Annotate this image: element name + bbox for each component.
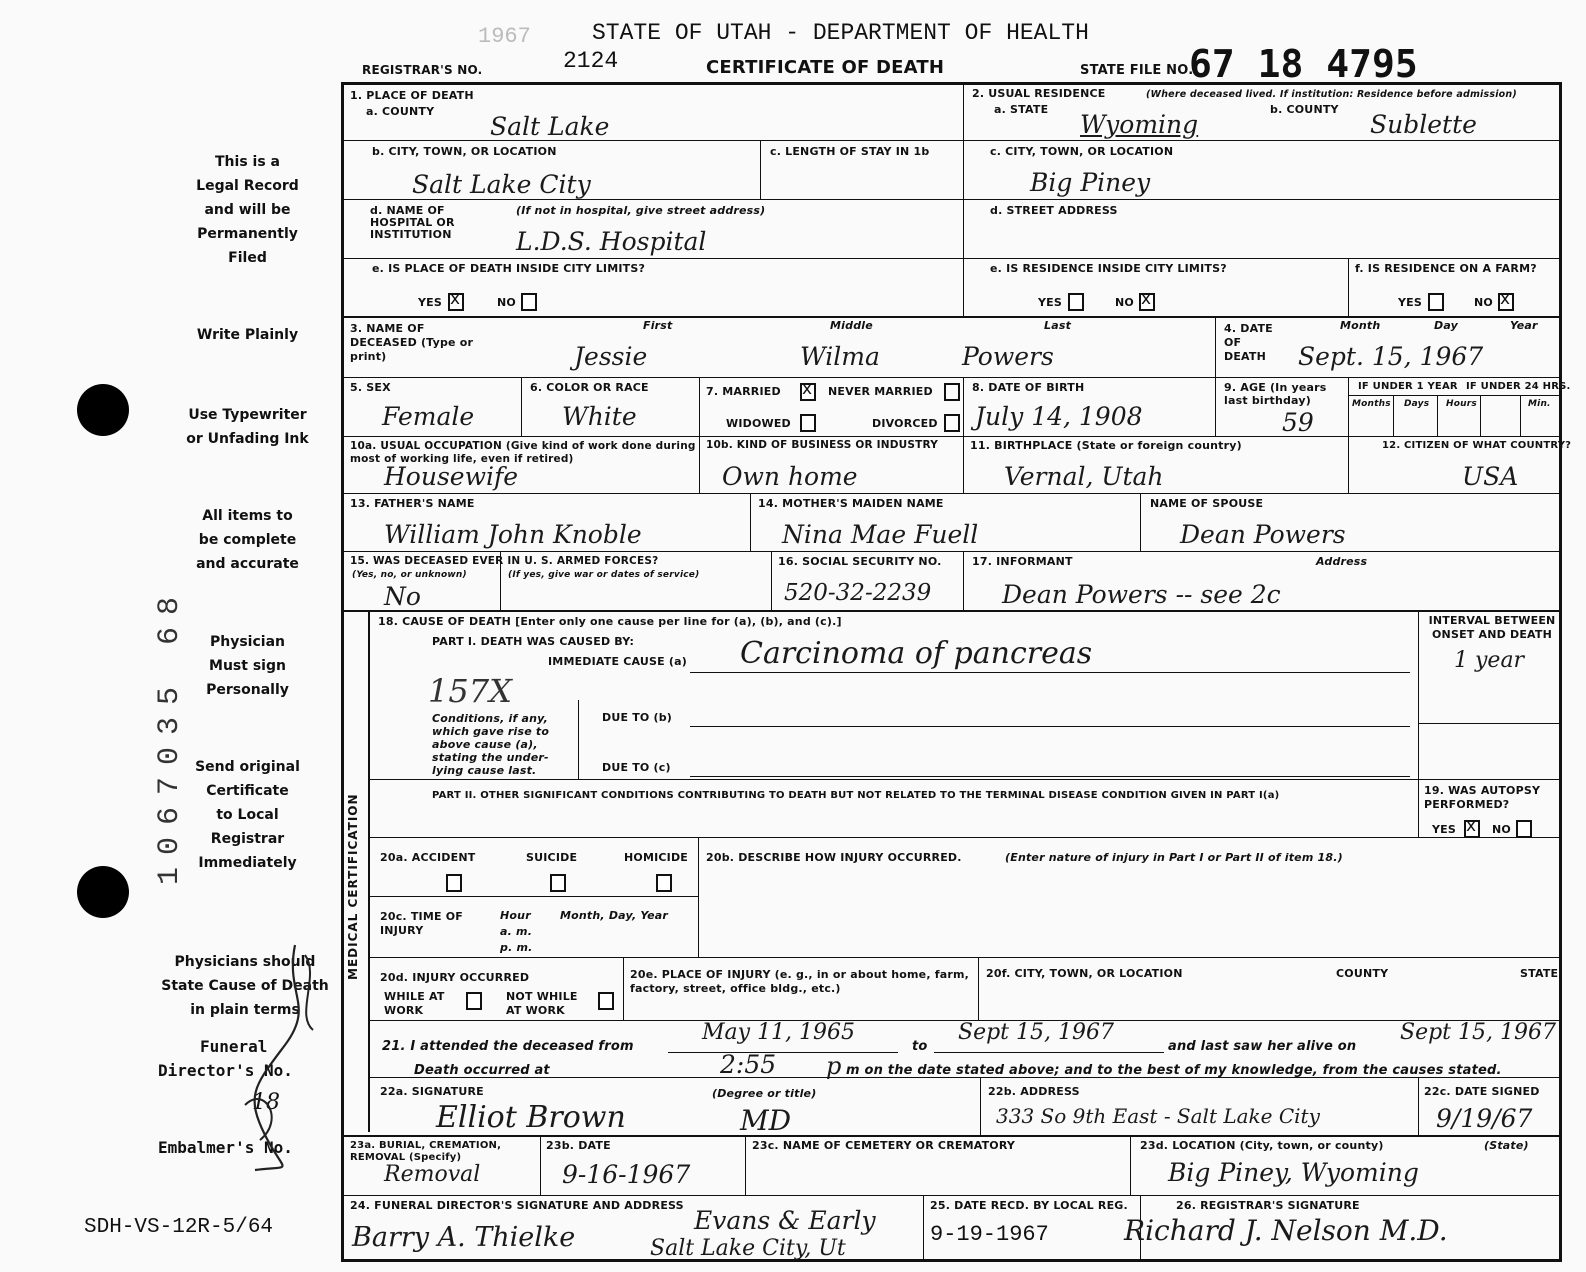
item-19-label: 19. WAS AUTOPSY PERFORMED? bbox=[1424, 784, 1541, 811]
degree-label: (Degree or title) bbox=[712, 1087, 817, 1100]
item-3-label: 3. NAME OF DECEASED (Type or print) bbox=[350, 322, 474, 363]
rule bbox=[540, 1135, 541, 1195]
armed-forces: No bbox=[384, 582, 421, 611]
race: White bbox=[562, 402, 637, 431]
state-label: STATE bbox=[1520, 967, 1559, 980]
item-24-label: 24. FUNERAL DIRECTOR'S SIGNATURE AND ADDRESS bbox=[350, 1199, 684, 1212]
item-8-label: 8. DATE OF BIRTH bbox=[972, 381, 1085, 394]
hour-label: Hour bbox=[500, 909, 531, 922]
item-18-label: 18. CAUSE OF DEATH [Enter only one cause per line for (a), (b), and (c).] bbox=[378, 615, 842, 628]
rule bbox=[963, 377, 964, 493]
due-to-b-label: DUE TO (b) bbox=[602, 711, 673, 724]
county-label: COUNTY bbox=[1336, 967, 1389, 980]
days-label: Days bbox=[1404, 399, 1430, 409]
never-married-label: NEVER MARRIED bbox=[828, 385, 933, 398]
spouse-name: Dean Powers bbox=[1180, 520, 1346, 549]
item-20c-label: 20c. TIME OF INJURY bbox=[380, 910, 463, 937]
side-funeral-director: Funeral Director's No. bbox=[158, 1037, 293, 1080]
item-25-label: 25. DATE RECD. BY LOCAL REG. bbox=[930, 1199, 1128, 1212]
rule bbox=[745, 1135, 746, 1195]
no-label: NO bbox=[1492, 823, 1511, 836]
side-all-items: All items to be complete and accurate bbox=[196, 508, 299, 572]
item-7-married-label: 7. MARRIED bbox=[706, 385, 781, 398]
item-23a-label: 23a. BURIAL, CREMATION, REMOVAL (Specify) bbox=[350, 1140, 502, 1163]
funeral-director-number: 18 bbox=[252, 1090, 280, 1115]
am-label: a. m. bbox=[500, 925, 533, 938]
vertical-serial-number: 1067035 68 bbox=[153, 584, 187, 885]
residence-county: Sublette bbox=[1370, 110, 1477, 139]
funeral-firm: Evans & Early bbox=[694, 1206, 876, 1235]
widowed-checkbox[interactable] bbox=[800, 414, 816, 432]
item-4-label: 4. DATE OF DEATH bbox=[1224, 322, 1273, 363]
state-file-number: 67 18 4795 bbox=[1189, 42, 1418, 86]
yes-label: YES bbox=[1432, 823, 1457, 836]
suicide-checkbox[interactable] bbox=[550, 874, 566, 892]
under-1-year-label: IF UNDER 1 YEAR bbox=[1358, 381, 1458, 392]
item-14-label: 14. MOTHER'S MAIDEN NAME bbox=[758, 497, 944, 510]
rule bbox=[1140, 493, 1141, 551]
rule bbox=[760, 140, 761, 199]
attend-to-line bbox=[934, 1052, 1164, 1053]
item-15-note-a: (Yes, no, or unknown) bbox=[352, 570, 467, 580]
side-embalmers-number: Embalmer's No. bbox=[158, 1138, 293, 1157]
item-12-label: 12. CITIZEN OF WHAT COUNTRY? bbox=[1382, 440, 1572, 451]
residence-city-limits-yes-checkbox[interactable] bbox=[1068, 293, 1084, 311]
immediate-cause-label: IMMEDIATE CAUSE (a) bbox=[548, 655, 687, 668]
item-9-label: 9. AGE (In years last birthday) bbox=[1224, 381, 1327, 407]
no-label: NO bbox=[1115, 296, 1134, 309]
rule bbox=[923, 1195, 924, 1262]
mother-maiden-name: Nina Mae Fuell bbox=[782, 520, 979, 549]
rule bbox=[980, 1077, 981, 1135]
spouse-label: NAME OF SPOUSE bbox=[1150, 497, 1264, 510]
disposition-method: Removal bbox=[384, 1162, 481, 1187]
cause-b-line bbox=[690, 726, 1410, 727]
funeral-city: Salt Lake City, Ut bbox=[650, 1236, 846, 1261]
while-at-work-checkbox[interactable] bbox=[466, 992, 482, 1010]
date-signed: 9/19/67 bbox=[1436, 1104, 1533, 1133]
sex: Female bbox=[382, 402, 475, 431]
attended-to: Sept 15, 1967 bbox=[958, 1020, 1114, 1045]
rule bbox=[698, 837, 699, 957]
occupation: Housewife bbox=[384, 462, 519, 491]
item-11-label: 11. BIRTHPLACE (State or foreign country) bbox=[970, 439, 1242, 452]
autopsy-no-checkbox[interactable] bbox=[1516, 820, 1532, 838]
item-21-label: 21. I attended the deceased from bbox=[382, 1039, 634, 1054]
department-heading: STATE OF UTAH - DEPARTMENT OF HEALTH bbox=[592, 20, 1089, 46]
divorced-label: DIVORCED bbox=[872, 417, 938, 430]
death-county: Salt Lake bbox=[490, 112, 610, 141]
first-name-label: First bbox=[643, 319, 673, 332]
rule bbox=[1418, 723, 1562, 724]
age: 59 bbox=[1282, 408, 1314, 437]
autopsy-yes-checkbox[interactable] bbox=[1464, 820, 1480, 838]
interval-value: 1 year bbox=[1454, 648, 1525, 673]
item-20b-note: (Enter nature of injury in Part I or Part II of item 18.) bbox=[1005, 851, 1343, 864]
date-of-death: Sept. 15, 1967 bbox=[1298, 342, 1484, 371]
item-6-label: 6. COLOR OR RACE bbox=[530, 381, 649, 394]
month-label: Month bbox=[1340, 319, 1381, 332]
while-at-work-label: WHILE AT WORK bbox=[384, 990, 445, 1017]
yes-label: YES bbox=[1398, 296, 1423, 309]
item-2a-label: a. STATE bbox=[994, 103, 1049, 116]
interval-label: INTERVAL BETWEEN ONSET AND DEATH bbox=[1428, 614, 1556, 641]
item-20e-label: 20e. PLACE OF INJURY (e. g., in or about home, farm, factory, street, office bldg., etc.) bbox=[630, 968, 970, 995]
item-23c-label: 23c. NAME OF CEMETERY OR CREMATORY bbox=[752, 1139, 1016, 1152]
item-15-note-b: (If yes, give war or dates of service) bbox=[508, 570, 700, 580]
last-saw-label: and last saw her alive on bbox=[1168, 1039, 1357, 1054]
rule bbox=[578, 700, 579, 779]
rule bbox=[1480, 395, 1481, 436]
item-1-label: 1. PLACE OF DEATH bbox=[350, 89, 474, 102]
under-24-hrs-label: IF UNDER 24 HRS. bbox=[1466, 381, 1571, 392]
part-2-label: PART II. OTHER SIGNIFICANT CONDITIONS CONTRIBUTING TO DEATH BUT NOT RELATED TO THE TERMINAL DISEASE CONDITION GIVEN IN PART I(a) bbox=[432, 790, 1280, 801]
immediate-cause: Carcinoma of pancreas bbox=[740, 636, 1093, 671]
yes-label: YES bbox=[1038, 296, 1063, 309]
item-2b-label: b. COUNTY bbox=[1270, 103, 1339, 116]
suicide-label: SUICIDE bbox=[526, 851, 578, 864]
item-2d-label: d. STREET ADDRESS bbox=[990, 204, 1118, 217]
funeral-director-signature: Barry A. Thielke bbox=[352, 1222, 576, 1253]
received-stamp: 1967 bbox=[478, 24, 531, 49]
item-2-label: 2. USUAL RESIDENCE bbox=[972, 87, 1106, 100]
side-legal-note: This is a Legal Record and will be Permanently Filed bbox=[196, 154, 299, 266]
cause-c-line bbox=[690, 776, 1410, 777]
conditions-note: Conditions, if any, which gave rise to above cause (a), stating the under- lying cause last. bbox=[432, 712, 550, 777]
item-22a-label: 22a. SIGNATURE bbox=[380, 1085, 484, 1098]
rule bbox=[341, 1195, 1562, 1196]
decedent-middle-name: Wilma bbox=[800, 342, 880, 371]
rule bbox=[1418, 1077, 1419, 1135]
no-label: NO bbox=[497, 296, 516, 309]
form-code: SDH-VS-12R-5/64 bbox=[84, 1216, 274, 1239]
punch-hole-top bbox=[77, 384, 129, 436]
punch-hole-bottom bbox=[77, 866, 129, 918]
item-20a-label: 20a. ACCIDENT bbox=[380, 851, 476, 864]
item-13-label: 13. FATHER'S NAME bbox=[350, 497, 475, 510]
residence-city: Big Piney bbox=[1030, 168, 1151, 197]
day-label: Day bbox=[1434, 319, 1458, 332]
not-while-at-work-checkbox[interactable] bbox=[598, 992, 614, 1010]
rule bbox=[963, 551, 964, 610]
state-file-label: STATE FILE NO. bbox=[1080, 63, 1194, 78]
minutes-label: Min. bbox=[1528, 399, 1551, 409]
rule bbox=[963, 82, 964, 317]
not-while-at-work-label: NOT WHILE AT WORK bbox=[506, 990, 578, 1017]
certificate-title: CERTIFICATE OF DEATH bbox=[706, 57, 945, 78]
item-2c-label: c. CITY, TOWN, OR LOCATION bbox=[990, 145, 1174, 158]
medical-certification-label: MEDICAL CERTIFICATION bbox=[346, 793, 360, 980]
farm-no-checkbox[interactable] bbox=[1498, 293, 1514, 311]
social-security-number: 520-32-2239 bbox=[784, 580, 932, 606]
disposition-location: Big Piney, Wyoming bbox=[1168, 1158, 1419, 1187]
father-name: William John Knoble bbox=[384, 520, 642, 549]
month-day-year-label: Month, Day, Year bbox=[560, 909, 669, 922]
rule bbox=[1348, 258, 1349, 316]
item-2f-label: f. IS RESIDENCE ON A FARM? bbox=[1355, 262, 1537, 275]
no-label: NO bbox=[1474, 296, 1493, 309]
informant: Dean Powers -- see 2c bbox=[1002, 580, 1281, 609]
rule bbox=[1418, 610, 1419, 837]
physician-address: 333 So 9th East - Salt Lake City bbox=[996, 1104, 1320, 1128]
part-1-label: PART I. DEATH WAS CAUSED BY: bbox=[432, 635, 635, 648]
side-physicians-state: Physicians should State Cause of Death in plain terms bbox=[161, 954, 329, 1018]
citizenship: USA bbox=[1462, 462, 1519, 491]
death-occurred-label: Death occurred at bbox=[414, 1063, 550, 1078]
cause-a-line bbox=[690, 672, 1410, 673]
birthplace: Vernal, Utah bbox=[1004, 462, 1164, 491]
death-time: 2:55 bbox=[720, 1050, 777, 1079]
rule bbox=[341, 199, 1562, 200]
rule bbox=[341, 316, 1562, 318]
rule bbox=[368, 837, 1562, 838]
side-physician-sign: Physician Must sign Personally bbox=[206, 634, 289, 698]
registrar-signature: Richard J. Nelson M.D. bbox=[1124, 1214, 1448, 1247]
death-time-line bbox=[578, 1077, 838, 1078]
date-received: 9-19-1967 bbox=[930, 1222, 1049, 1247]
item-10a-label: 10a. USUAL OCCUPATION (Give kind of work done during most of working life, even if retired) bbox=[350, 440, 696, 465]
farm-yes-checkbox[interactable] bbox=[1428, 293, 1444, 311]
item-20f-label: 20f. CITY, TOWN, OR LOCATION bbox=[986, 967, 1183, 980]
rule bbox=[341, 610, 1562, 612]
rule bbox=[341, 436, 1562, 437]
year-label: Year bbox=[1510, 319, 1538, 332]
months-label: Months bbox=[1352, 399, 1391, 409]
item-17-label: 17. INFORMANT bbox=[972, 555, 1073, 568]
cause-code: 157X bbox=[428, 672, 512, 710]
item-15-label: 15. WAS DECEASED EVER IN U. S. ARMED FORCES? bbox=[350, 555, 659, 567]
due-to-c-label: DUE TO (c) bbox=[602, 761, 671, 774]
registrar-number: 2124 bbox=[563, 48, 619, 74]
death-city-limits-no-checkbox[interactable] bbox=[521, 293, 537, 311]
item-2e-label: e. IS RESIDENCE INSIDE CITY LIMITS? bbox=[990, 262, 1227, 275]
rule bbox=[623, 957, 624, 1020]
rule bbox=[341, 551, 1562, 552]
rule bbox=[368, 779, 1562, 780]
to-label: to bbox=[912, 1039, 928, 1054]
item-1c-label: c. LENGTH OF STAY IN 1b bbox=[770, 145, 930, 158]
item-5-label: 5. SEX bbox=[350, 381, 391, 394]
rule bbox=[1520, 395, 1521, 436]
yes-label: YES bbox=[418, 296, 443, 309]
residence-city-limits-no-checkbox[interactable] bbox=[1139, 293, 1155, 311]
medical-section-divider bbox=[368, 612, 370, 1132]
item-2-note: (Where deceased lived. If institution: Residence before admission) bbox=[1146, 89, 1517, 100]
informant-address-label: Address bbox=[1316, 555, 1368, 568]
item-20d-label: 20d. INJURY OCCURRED bbox=[380, 971, 530, 984]
hospital-name: L.D.S. Hospital bbox=[516, 227, 707, 256]
item-1a-label: a. COUNTY bbox=[366, 105, 435, 118]
date-of-birth: July 14, 1908 bbox=[975, 402, 1143, 431]
rule bbox=[368, 957, 1562, 958]
item-1b-label: b. CITY, TOWN, OR LOCATION bbox=[372, 145, 557, 158]
item-23d-label: 23d. LOCATION (City, town, or county) bbox=[1140, 1139, 1384, 1152]
item-23b-label: 23b. DATE bbox=[546, 1139, 611, 1152]
rule bbox=[1437, 395, 1438, 436]
physician-signature: Elliot Brown bbox=[436, 1100, 626, 1135]
last-name-label: Last bbox=[1044, 319, 1072, 332]
last-seen-alive: Sept 15, 1967 bbox=[1400, 1020, 1556, 1045]
disposition-date: 9-16-1967 bbox=[562, 1160, 691, 1189]
decedent-last-name: Powers bbox=[962, 342, 1054, 371]
side-write-plainly: Write Plainly bbox=[196, 327, 299, 343]
item-1d-label: d. NAME OF HOSPITAL OR INSTITUTION bbox=[370, 204, 455, 242]
pm-label: p. m. bbox=[500, 941, 533, 954]
residence-state: Wyoming bbox=[1080, 110, 1199, 139]
death-city: Salt Lake City bbox=[412, 170, 591, 199]
rule bbox=[521, 377, 522, 436]
decedent-first-name: Jessie bbox=[574, 342, 648, 371]
rule bbox=[341, 258, 1562, 259]
registrar-number-label: REGISTRAR'S NO. bbox=[362, 63, 483, 77]
item-20b-label: 20b. DESCRIBE HOW INJURY OCCURRED. bbox=[706, 851, 962, 864]
death-city-limits-yes-checkbox[interactable] bbox=[448, 293, 464, 311]
accident-checkbox[interactable] bbox=[446, 874, 462, 892]
rule bbox=[1348, 395, 1562, 396]
rule bbox=[1130, 1135, 1131, 1195]
never-married-checkbox[interactable] bbox=[944, 383, 960, 401]
side-send-original: Send original Certificate to Local Registrar Immediately bbox=[195, 759, 300, 871]
item-1e-label: e. IS PLACE OF DEATH INSIDE CITY LIMITS? bbox=[372, 262, 646, 275]
rule bbox=[1393, 395, 1394, 436]
industry: Own home bbox=[722, 462, 858, 491]
homicide-checkbox[interactable] bbox=[656, 874, 672, 892]
side-use-typewriter: Use Typewriter or Unfading Ink bbox=[186, 407, 309, 447]
rule bbox=[771, 551, 772, 610]
homicide-label: HOMICIDE bbox=[624, 851, 689, 864]
physician-degree: MD bbox=[740, 1104, 792, 1137]
attended-from: May 11, 1965 bbox=[702, 1020, 856, 1045]
item-22b-label: 22b. ADDRESS bbox=[988, 1085, 1080, 1098]
stated-text: m on the date stated above; and to the best of my knowledge, from the causes stated. bbox=[846, 1063, 1502, 1078]
item-1d-note: (If not in hospital, give street address) bbox=[516, 204, 766, 217]
side-signature-scribble bbox=[225, 935, 345, 1175]
married-checkbox[interactable] bbox=[800, 383, 816, 401]
rule bbox=[341, 493, 1562, 494]
rule bbox=[978, 957, 979, 1020]
item-10b-label: 10b. KIND OF BUSINESS OR INDUSTRY bbox=[706, 439, 939, 451]
item-26-label: 26. REGISTRAR'S SIGNATURE bbox=[1176, 1199, 1360, 1212]
item-16-label: 16. SOCIAL SECURITY NO. bbox=[778, 555, 942, 568]
item-22c-label: 22c. DATE SIGNED bbox=[1424, 1085, 1540, 1098]
rule bbox=[750, 493, 751, 551]
widowed-label: WIDOWED bbox=[726, 417, 791, 430]
middle-name-label: Middle bbox=[830, 319, 873, 332]
hours-label: Hours bbox=[1446, 399, 1477, 409]
rule bbox=[368, 896, 698, 897]
rule bbox=[341, 1135, 1562, 1137]
attend-from-line bbox=[668, 1052, 898, 1053]
death-time-ampm: p bbox=[826, 1052, 842, 1080]
item-23d-state-label: (State) bbox=[1484, 1139, 1529, 1152]
rule bbox=[341, 377, 1562, 378]
rule bbox=[699, 377, 700, 493]
rule bbox=[1215, 316, 1216, 436]
divorced-checkbox[interactable] bbox=[944, 414, 960, 432]
